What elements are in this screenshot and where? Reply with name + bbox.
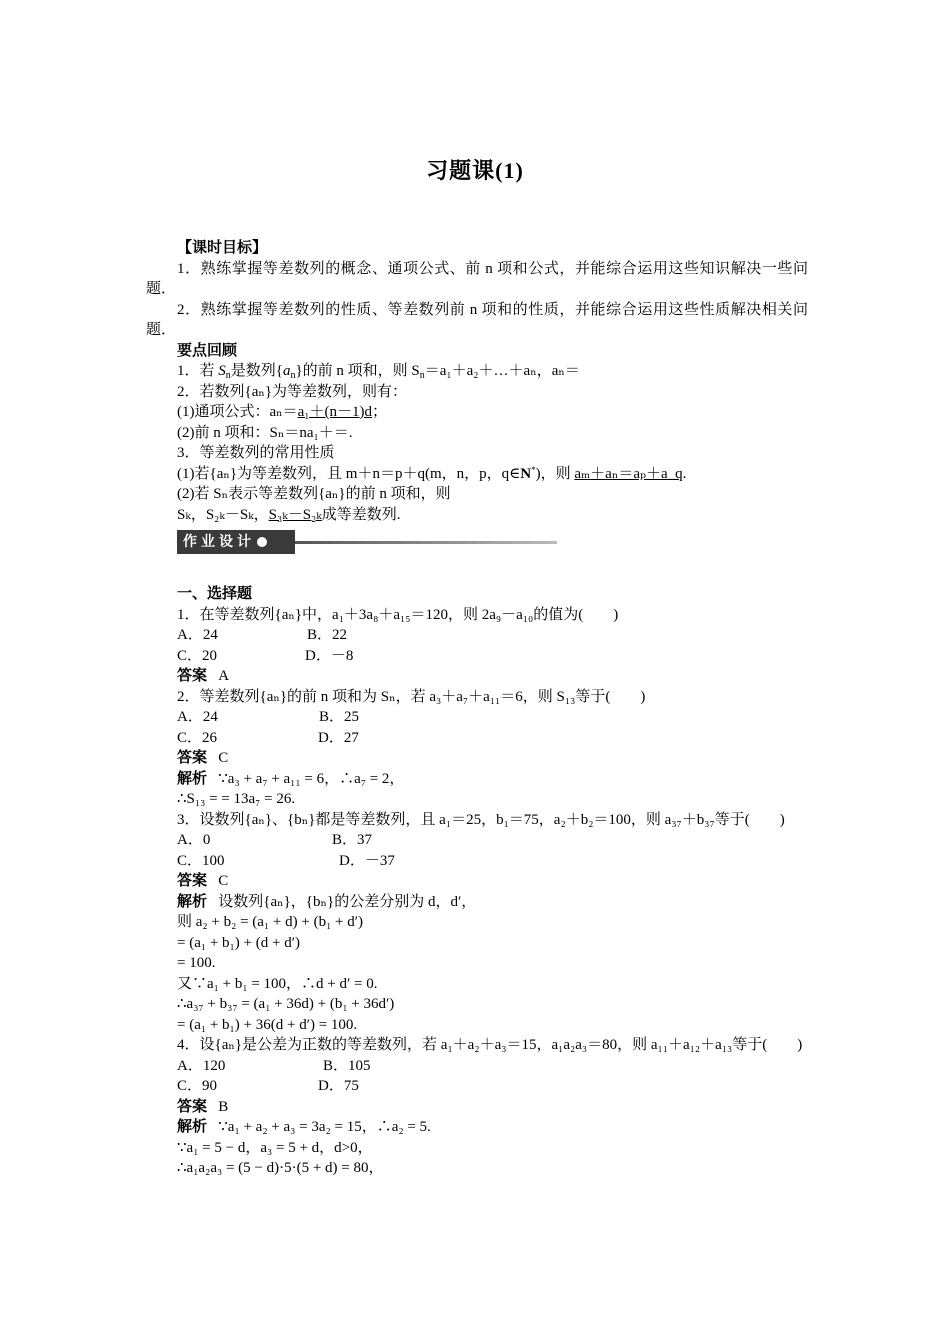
question-3-analysis-7: = (a₁ + b₁) + 36(d + d′) = 100.	[177, 1016, 358, 1033]
banner-dot-icon	[257, 537, 267, 547]
banner-label-box: 作业设计	[177, 530, 295, 554]
option-d: D．75	[318, 1078, 359, 1094]
review-point-2a: (1)通项公式：aₙ＝a₁＋(n－1)d；	[177, 404, 388, 420]
question-4-stem: 4．设{aₙ}是公差为正数的等差数列，若 a₁＋a₂＋a₃＝15，a₁a₂a₃＝80，则 a₁₁＋a₁₂＋a₁₃等于( )	[177, 1037, 803, 1053]
question-3-analysis-3: = (a₁ + b₁) + (d + d′)	[177, 934, 300, 951]
review-point-1: 1．若 $S_n$是数列$\{a_n\}$的前 n 项和，则 $S_n=a_1+a_2+\dots+a_n$，aₙ＝	[177, 363, 580, 381]
banner-divider	[295, 541, 557, 544]
review-point-2b: (2)前 n 项和：Sₙ＝na₁＋＝.	[177, 424, 353, 441]
question-2-options-row-1	[146, 707, 808, 728]
page-title: 习题课(1)	[426, 158, 524, 183]
objective-item-1: 1．熟练掌握等差数列的概念、通项公式、前 n 项和公式，并能综合运用这些知识解决一些问题．	[146, 260, 808, 297]
review-heading: 要点回顾	[177, 342, 238, 359]
option-a: A．0	[177, 832, 211, 848]
option-d: D．27	[318, 729, 359, 746]
review-point-3b: (2)若 Sₙ表示等差数列{aₙ}的前 n 项和，则	[177, 486, 451, 502]
question-2-analysis-1: 解析 ∵a₃ + a₇ + a₁₁ = 6，∴a₇ = 2，	[177, 770, 405, 787]
question-3-analysis-2: 则 a₂ + b₂ = (a₁ + d) + (b₁ + d′)	[177, 914, 364, 930]
question-3-stem: 3．设数列{aₙ}、{bₙ}都是等差数列，且 a₁＝25，b₁＝75，a₂＋b₂＝100，则 a₃₇＋b₃₇等于( )	[177, 811, 785, 828]
question-2-analysis-2: ∴S₁₃ = = 13a₇ = 26.	[177, 791, 296, 807]
option-b: B．37	[332, 832, 373, 848]
partial-sum-difference: S₃ₖ－S₂ₖ	[268, 506, 322, 523]
review-point-3b-list: Sₖ，S₂ₖ－Sₖ，S₃ₖ－S₂ₖ成等差数列.	[177, 506, 401, 523]
option-c: C．90	[177, 1078, 218, 1094]
option-c: C．100	[177, 852, 225, 869]
section-heading: 一、选择题	[177, 586, 253, 602]
review-point-2: 2．若数列{aₙ}为等差数列，则有：	[177, 383, 408, 400]
homework-banner	[146, 530, 808, 556]
question-4-options-row-2	[146, 1076, 808, 1097]
objective-item-2: 2．熟练掌握等差数列的性质、等差数列前 n 项和的性质，并能综合运用这些性质解决相关问题．	[146, 301, 808, 338]
question-1-options-row-1	[146, 625, 808, 646]
option-d: D．－8	[305, 647, 354, 664]
question-4-options-row-1	[146, 1056, 808, 1077]
objectives-heading: 【课时目标】	[177, 240, 268, 256]
question-1-answer: 答案 A	[177, 668, 230, 684]
option-b: B．25	[319, 709, 360, 725]
question-1-stem: 1．在等差数列{aₙ}中，a₁＋3a₈＋a₁₅＝120，则 2a₉－a₁₀的值为( )	[177, 606, 619, 623]
question-4-analysis-2: ∵a₁ = 5 − d，a₃ = 5 + d，d>0，	[177, 1139, 373, 1156]
review-point-3: 3．等差数列的常用性质	[177, 445, 335, 461]
question-4-answer: 答案 B	[177, 1098, 229, 1115]
question-4-analysis-3: ∴a₁a₂a₃ = (5 − d)·5·(5 + d) = 80，	[177, 1160, 384, 1176]
option-d: D．－37	[339, 852, 395, 869]
option-b: B．22	[307, 627, 348, 643]
option-c: C．20	[177, 647, 218, 664]
general-term-formula: a₁＋(n－1)d	[297, 404, 373, 420]
question-3-analysis-6: ∴a₃₇ + b₃₇ = (a₁ + 36d) + (b₁ + 36d′)	[177, 996, 395, 1012]
question-2-stem: 2．等差数列{aₙ}的前 n 项和为 Sₙ，若 a₃＋a₇＋a₁₁＝6，则 S₁₃等于( )	[177, 688, 646, 705]
question-4-analysis-1: 解析 ∵a₁ + a₂ + a₃ = 3a₂ = 15，∴a₂ = 5.	[177, 1119, 431, 1135]
option-c: C．26	[177, 729, 218, 746]
question-3-analysis-4: = 100.	[177, 955, 216, 971]
review-point-3a: (1)若{aₙ}为等差数列，且 m＋n＝p＋q(m，n，p，q∈N*)，则 aₘ＋aₙ＝aₚ＋a_q.	[177, 464, 687, 482]
option-a: A．24	[177, 627, 218, 643]
question-3-options-row-1	[146, 830, 808, 851]
question-2-options-row-2	[146, 728, 808, 749]
question-3-analysis-1: 解析 设数列{aₙ}，{bₙ}的公差分别为 d，d′，	[177, 893, 477, 910]
option-b: B．105	[323, 1057, 371, 1074]
question-3-options-row-2	[146, 851, 808, 872]
question-1-options-row-2	[146, 646, 808, 667]
question-3-answer: 答案 C	[177, 873, 229, 889]
question-2-answer: 答案 C	[177, 750, 229, 766]
document-body	[146, 238, 808, 1179]
option-a: A．24	[177, 709, 218, 725]
option-a: A．120	[177, 1057, 226, 1074]
question-3-analysis-5: 又∵a₁ + b₁ = 100，∴d + d′ = 0.	[177, 975, 378, 992]
property-formula: aₘ＋aₙ＝aₚ＋a_q	[574, 465, 683, 482]
